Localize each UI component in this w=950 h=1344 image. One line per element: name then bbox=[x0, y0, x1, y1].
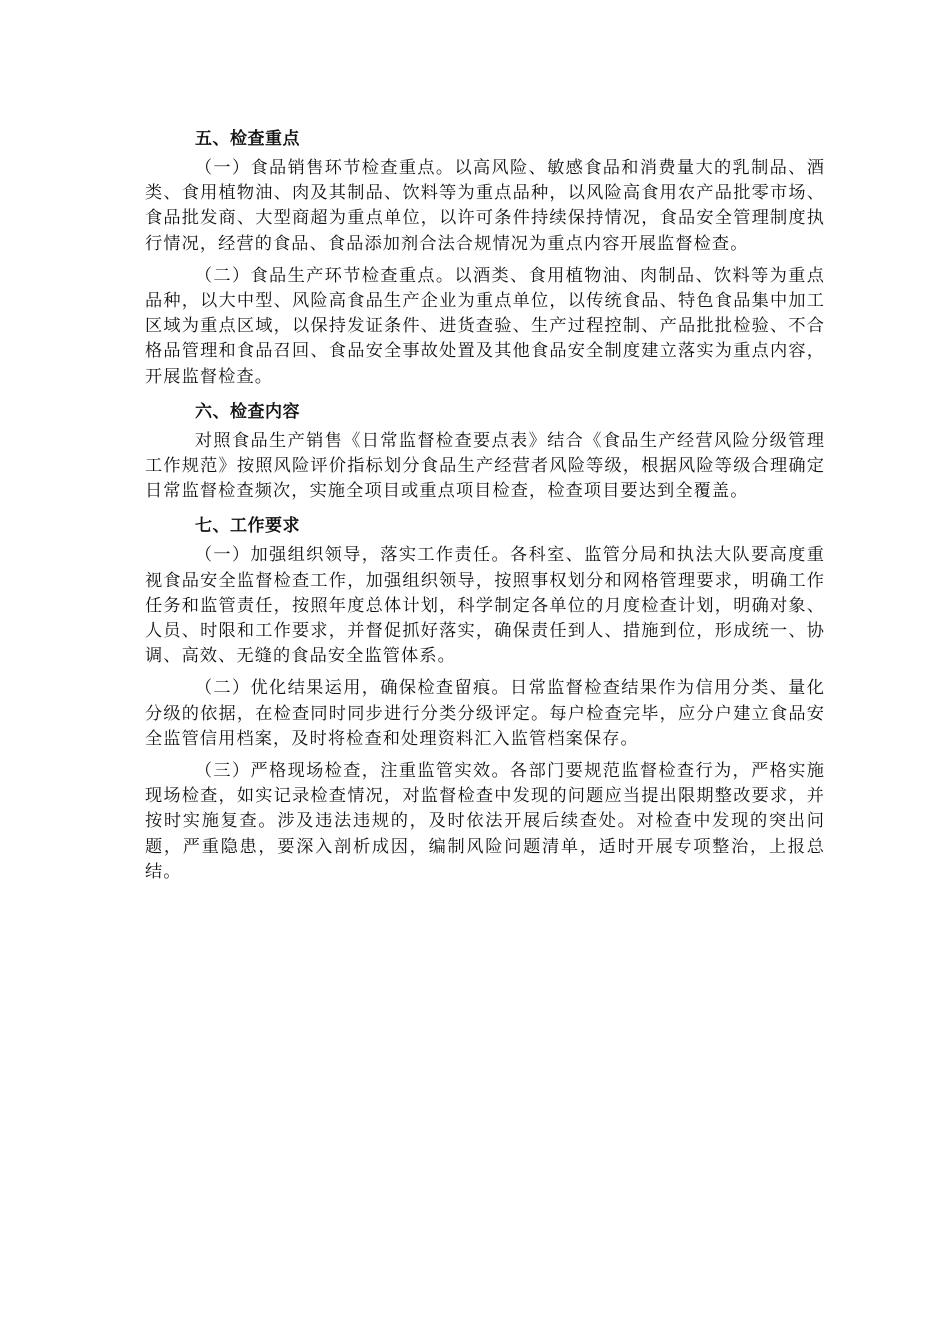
section-heading-inspection-content: 六、检查内容 bbox=[195, 401, 300, 422]
paragraph-result-usage: （二）优化结果运用，确保检查留痕。日常监督检查结果作为信用分类、量化分级的依据，在检查同时同步进行分类分级评定。每户检查完毕，应分户建立食品安全监管信用档案，及时将检查和处理资料汇入监管档案保存。 bbox=[145, 678, 825, 749]
paragraph-leadership: （一）加强组织领导，落实工作责任。各科室、监管分局和执法大队要高度重视食品安全监督检查工作，加强组织领导，按照事权划分和网格管理要求，明确工作任务和监管责任，按照年度总体计划，科学制定各单位的月度检查计划，明确对象、人员、时限和工作要求，并督促抓好落实，确保责任到人、措施到位，形成统一、协调、高效、无缝的食品安全监管体系。 bbox=[145, 545, 825, 667]
document-page bbox=[145, 124, 825, 892]
section-heading-work-requirements: 七、工作要求 bbox=[195, 516, 300, 537]
paragraph-sales-focus: （一）食品销售环节检查重点。以高风险、敏感食品和消费量大的乳制品、酒类、食用植物油、肉及其制品、饮料等为重点品种，以风险高食用农产品批零市场、食品批发商、大型商超为重点单位，以许可条件持续保持情况，食品安全管理制度执行情况，经营的食品、食品添加剂合法合规情况为重点内容开展监督检查。 bbox=[145, 158, 825, 254]
paragraph-onsite-inspection: （三）严格现场检查，注重监管实效。各部门要规范监督检查行为，严格实施现场检查，如实记录检查情况，对监督检查中发现的问题应当提出限期整改要求，并按时实施复查。涉及违法违规的，及时依法开展后续查处。对检查中发现的突出问题，严重隐患，要深入剖析成因，编制风险问题清单，适时开展专项整治，上报总结。 bbox=[145, 761, 825, 882]
paragraph-production-focus: （二）食品生产环节检查重点。以酒类、食用植物油、肉制品、饮料等为重点品种，以大中型、风险高食品生产企业为重点单位，以传统食品、特色食品集中加工区域为重点区域，以保持发证条件、进货查验、生产过程控制、产品批批检验、不合格品管理和食品召回、食品安全事故处置及其他食品安全制度建立落实为重点内容，开展监督检查。 bbox=[145, 265, 825, 387]
section-heading-inspection-focus: 五、检查重点 bbox=[195, 129, 300, 149]
paragraph-inspection-content: 对照食品生产销售《日常监督检查要点表》结合《食品生产经营风险分级管理工作规范》按照风险评价指标划分食品生产经营者风险等级，根据风险等级合理确定日常监督检查频次，实施全项目或重点项目检查，检查项目要达到全覆盖。 bbox=[145, 430, 825, 502]
